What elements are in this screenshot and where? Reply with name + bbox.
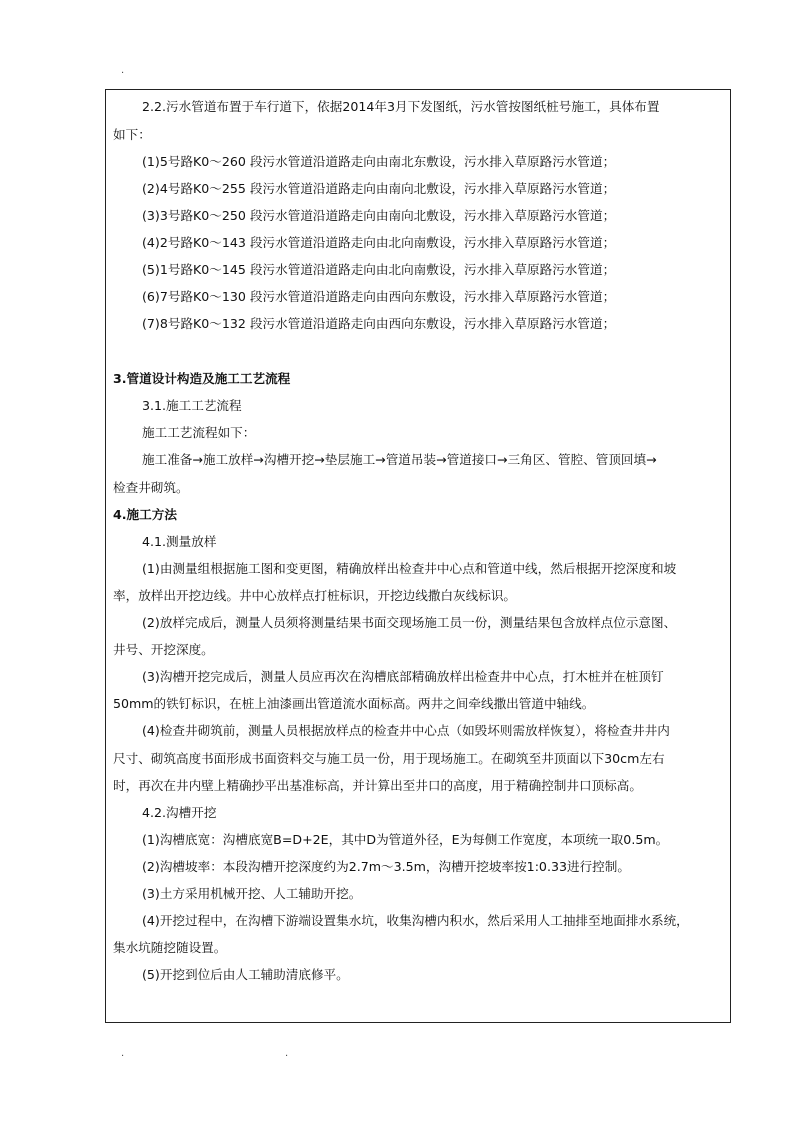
- paragraph-line: (2)沟槽坡率：本段沟槽开挖深度约为2.7m～3.5m，沟槽开挖坡率按1:0.33进行控制。: [142, 859, 630, 874]
- section-3-1-heading: 3.1.施工工艺流程: [142, 398, 242, 413]
- flow-line: 施工准备→施工放样→沟槽开挖→垫层施工→管道吊装→管道接口→三角区、管腔、管顶回填→: [142, 452, 657, 467]
- flow-intro: 施工工艺流程如下：: [142, 425, 256, 440]
- list-item: (2)4号路K0～255 段污水管道沿道路走向由南向北敷设，污水排入草原路污水管道；: [142, 181, 616, 196]
- section-3-heading: 3.管道设计构造及施工工艺流程: [113, 371, 291, 386]
- paragraph-line: 50mm的铁钉标识，在桩上油漆画出管道流水面标高。两井之间牵线撒出管道中轴线。: [113, 696, 595, 711]
- list-item: (3)3号路K0～250 段污水管道沿道路走向由南向北敷设，污水排入草原路污水管道；: [142, 208, 616, 223]
- paragraph-line: (1)沟槽底宽：沟槽底宽B=D+2E，其中D为管道外径，E为每侧工作宽度，本项统一取0.5m。: [142, 832, 669, 847]
- paragraph-line: (1)由测量组根据施工图和变更图，精确放样出检查井中心点和管道中线，然后根据开挖深度和坡: [142, 561, 677, 576]
- list-item: (4)2号路K0～143 段污水管道沿道路走向由北向南敷设，污水排入草原路污水管道；: [142, 235, 616, 250]
- page-mark-dot: .: [121, 1048, 125, 1059]
- section-4-2-heading: 4.2.沟槽开挖: [142, 805, 217, 820]
- paragraph-line: (3)土方采用机械开挖、人工辅助开挖。: [142, 886, 362, 901]
- section-4-heading: 4.施工方法: [113, 507, 177, 522]
- list-item: (7)8号路K0～132 段污水管道沿道路走向由西向东敷设，污水排入草原路污水管道；: [142, 316, 616, 331]
- page-mark-dot: .: [121, 65, 125, 76]
- paragraph-line: 时，再次在井内壁上精确抄平出基准标高，并计算出至井口的高度，用于精确控制井口顶标高。: [113, 778, 642, 793]
- paragraph-line: 集水坑随挖随设置。: [113, 940, 227, 955]
- paragraph-line: (5)开挖到位后由人工辅助清底修平。: [142, 967, 349, 982]
- paragraph-line: 井号、开挖深度。: [113, 642, 214, 657]
- flow-line: 检查井砌筑。: [113, 480, 189, 495]
- section-2-2-intro-cont: 如下：: [113, 127, 151, 142]
- paragraph-line: (3)沟槽开挖完成后，测量人员应再次在沟槽底部精确放样出检查井中心点，打木桩并在桩顶钉: [142, 669, 664, 684]
- list-item: (6)7号路K0～130 段污水管道沿道路走向由西向东敷设，污水排入草原路污水管道；: [142, 289, 616, 304]
- section-4-1-heading: 4.1.测量放样: [142, 534, 217, 549]
- paragraph-line: 尺寸、砌筑高度书面形成书面资料交与施工员一份，用于现场施工。在砌筑至井顶面以下30cm左右: [113, 751, 665, 766]
- paragraph-line: (2)放样完成后，测量人员须将测量结果书面交现场施工员一份，测量结果包含放样点位示意图、: [142, 615, 677, 630]
- paragraph-line: 率，放样出开挖边线。井中心放样点打桩标识，开挖边线撒白灰线标识。: [113, 588, 516, 603]
- section-2-2-intro: 2.2.污水管道布置于车行道下，依据2014年3月下发图纸，污水管按图纸桩号施工，具体布置: [142, 99, 660, 114]
- page-mark-dot: .: [285, 1048, 289, 1059]
- list-item: (5)1号路K0～145 段污水管道沿道路走向由北向南敷设，污水排入草原路污水管道；: [142, 262, 616, 277]
- paragraph-line: (4)检查井砌筑前，测量人员根据放样点的检查井中心点（如毁坏则需放样恢复），将检查井井内: [142, 723, 670, 738]
- content-table-cell: [105, 89, 731, 1023]
- paragraph-line: (4)开挖过程中，在沟槽下游端设置集水坑，收集沟槽内积水，然后采用人工抽排至地面排水系统，: [142, 913, 689, 928]
- list-item: (1)5号路K0～260 段污水管道沿道路走向由南北东敷设，污水排入草原路污水管道；: [142, 154, 616, 169]
